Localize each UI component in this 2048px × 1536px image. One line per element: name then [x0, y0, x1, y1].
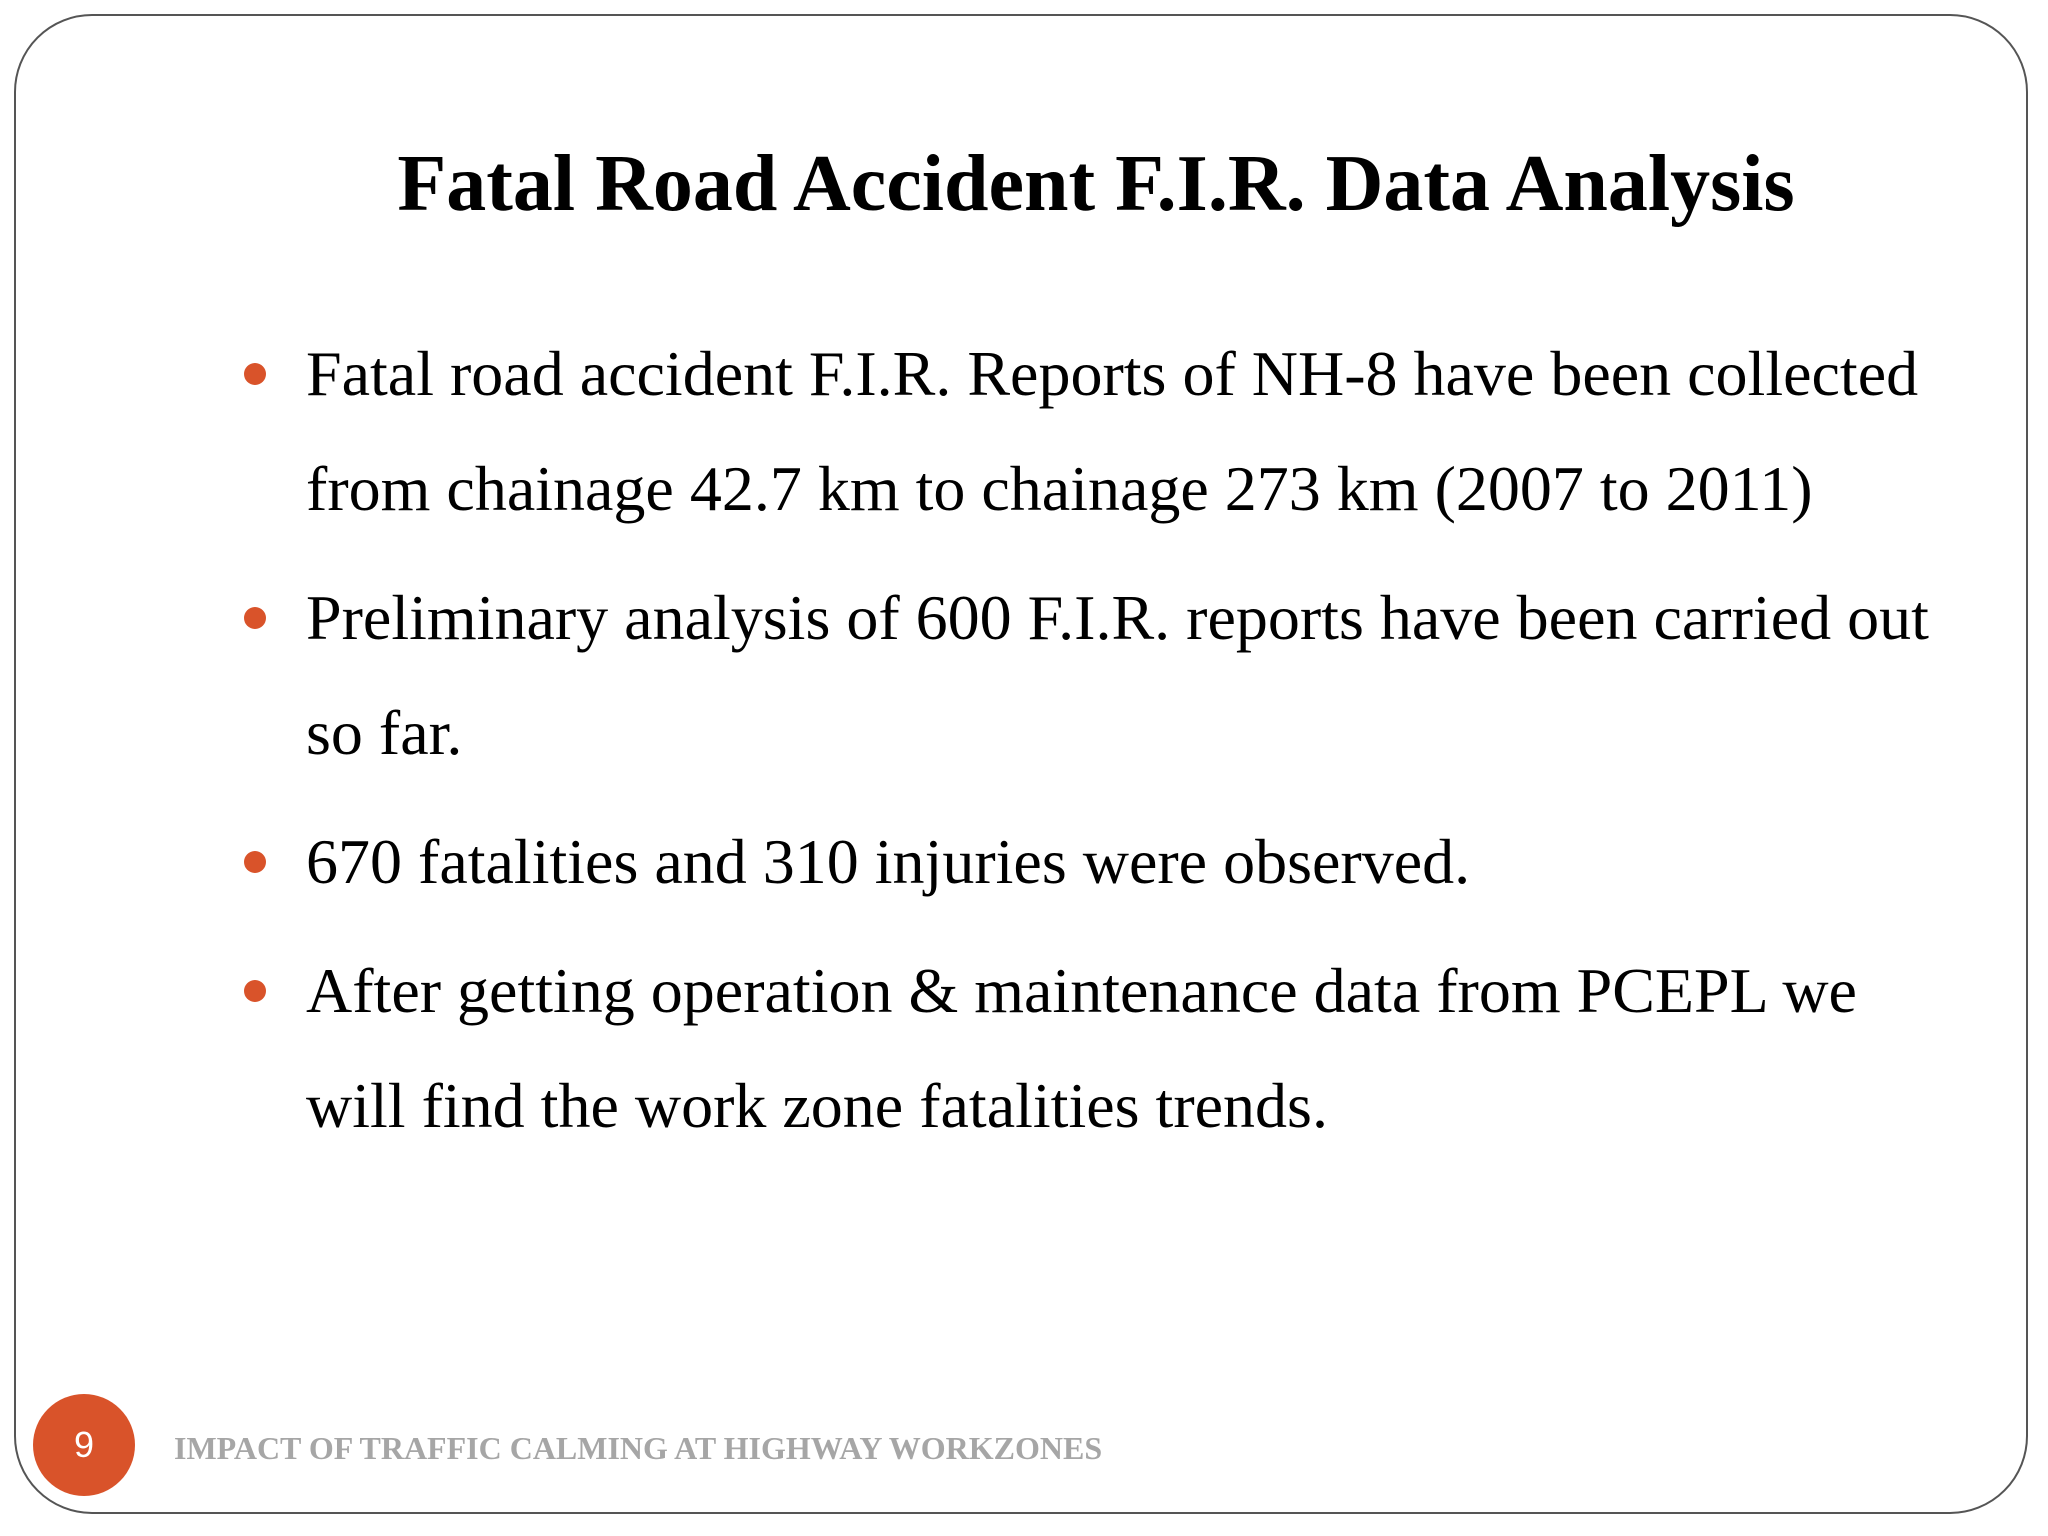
bullet-text: Fatal road accident F.I.R. Reports of NH-8 have been collected from chainage 42.7 km to chainage 273 km (2007 to 2011) — [306, 338, 1919, 524]
bullet-text: Preliminary analysis of 600 F.I.R. reports have been carried out so far. — [306, 582, 1929, 768]
page-number-badge — [33, 1394, 135, 1496]
footer-title: IMPACT OF TRAFFIC CALMING AT HIGHWAY WORKZONES — [174, 1430, 1103, 1466]
page-number: 9 — [73, 1424, 95, 1465]
slide-title: Fatal Road Accident F.I.R. Data Analysis — [397, 140, 1795, 228]
bullet-item — [236, 933, 1956, 1163]
bullet-item — [236, 560, 1956, 790]
slide — [14, 14, 2028, 1514]
bullet-item — [236, 804, 1956, 919]
bullet-item — [236, 316, 1956, 546]
bullet-text: 670 fatalities and 310 injuries were observed. — [306, 826, 1471, 897]
bullet-dot-icon — [244, 980, 266, 1002]
bullet-dot-icon — [244, 851, 266, 873]
bullet-text: After getting operation & maintenance data from PCEPL we will find the work zone fatalities trends. — [306, 955, 1857, 1141]
bullet-dot-icon — [244, 363, 266, 385]
bullet-dot-icon — [244, 607, 266, 629]
bullet-list — [236, 316, 1956, 1163]
